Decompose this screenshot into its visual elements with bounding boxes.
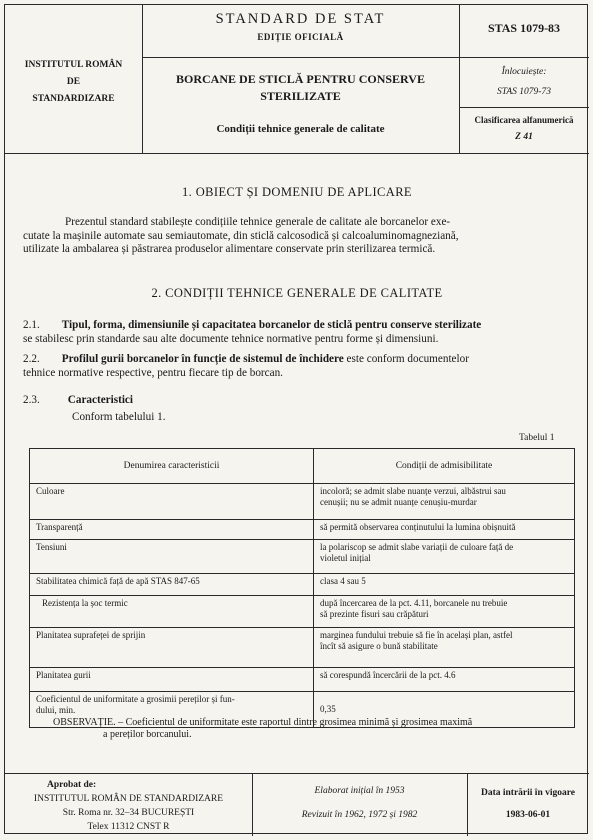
replaces-label: Înlocuiește: bbox=[501, 67, 547, 77]
characteristic-name: Culoare bbox=[30, 484, 314, 520]
characteristic-condition bbox=[314, 484, 575, 520]
section-1-line: cutate la mașinile automate sau semiautomate, din sticlă calcosodică și calcoaluminomagneziană, bbox=[23, 229, 459, 242]
paragraph-2-1-bold: Tipul, forma, dimensiunile și capacitatea borcanelor de sticlă pentru conserve sterilizate bbox=[61, 319, 482, 331]
condition-line: încît să asigure o bună stabilitate bbox=[320, 641, 438, 651]
paragraph-2-2-rest: este conform documentelor bbox=[346, 353, 469, 365]
effective-label: Data intrării în vigoare bbox=[480, 788, 576, 798]
section-1-heading: 1. OBIECT ȘI DOMENIU DE APLICARE bbox=[182, 185, 412, 199]
observation-text-2: a pereților borcanului. bbox=[103, 729, 192, 740]
characteristic-condition bbox=[314, 596, 575, 628]
condition-line: marginea fundului trebuie să fie în același plan, astfel bbox=[320, 630, 513, 640]
footer-block bbox=[5, 773, 589, 836]
characteristic-name: Rezistența la șoc termic bbox=[30, 596, 314, 628]
condition-line: cenușii; nu se admit nuanțe cenușiu-murdar bbox=[320, 497, 477, 507]
section-1-line: utilizate la ambalarea și păstrarea produselor alimentare conservate prin sterilizarea termică. bbox=[23, 243, 436, 255]
characteristic-condition bbox=[314, 520, 575, 540]
characteristic-condition bbox=[314, 668, 575, 692]
paragraph-2-1-line-2: se stabilesc prin standarde sau alte documente tehnice normative pentru forme și dimensiuni. bbox=[23, 332, 439, 345]
paragraph-2-3-title: Caracteristici bbox=[67, 394, 134, 406]
characteristic-name: Tensiuni bbox=[30, 540, 314, 574]
characteristic-name: Planitatea suprafeței de sprijin bbox=[30, 628, 314, 668]
table-row bbox=[30, 520, 575, 540]
condition-line: să corespundă încercării de la pct. 4.6 bbox=[320, 670, 456, 680]
section-2-heading: 2. CONDIȚII TEHNICE GENERALE DE CALITATE bbox=[151, 286, 443, 300]
table-header-cell: Denumirea caracteristicii bbox=[30, 449, 314, 484]
condition-line: clasa 4 sau 5 bbox=[320, 576, 366, 586]
paragraph-2-2-bold: Profilul gurii borcanelor în funcție de sistemul de închidere bbox=[61, 353, 344, 365]
approved-label: Aprobat de: bbox=[47, 780, 97, 790]
observation-note bbox=[53, 717, 583, 741]
table-row bbox=[30, 596, 575, 628]
condition-line: să prezinte fisuri sau crăpături bbox=[320, 609, 429, 619]
paragraph-2-3-text: Conform tabelului 1. bbox=[72, 410, 166, 423]
stas-code: STAS 1079-83 bbox=[487, 21, 561, 35]
address: Str. Roma nr. 32–34 BUCUREȘTI bbox=[62, 808, 195, 818]
paragraph-number: 2.2. bbox=[23, 353, 40, 365]
replaces-value: STAS 1079-73 bbox=[497, 87, 551, 97]
institute-line-2: DE bbox=[66, 77, 81, 87]
standard-page bbox=[4, 4, 588, 834]
standard-type: STANDARD DE STAT bbox=[215, 11, 386, 27]
institute-line-1: INSTITUTUL ROMÂN bbox=[24, 60, 123, 70]
section-1-line: Prezentul standard stabilește condițiile tehnice generale de calitate ale borcanelor exe- bbox=[65, 216, 451, 228]
characteristic-condition bbox=[314, 574, 575, 596]
characteristic-name: Stabilitatea chimică față de apă STAS 847-65 bbox=[30, 574, 314, 596]
paragraph-number: 2.3. bbox=[23, 394, 40, 406]
document-title-line-1: BORCANE DE STICLĂ PENTRU CONSERVE bbox=[176, 72, 425, 86]
document-subtitle: Condiții tehnice generale de calitate bbox=[216, 123, 385, 135]
table-row bbox=[30, 484, 575, 520]
section-1-paragraph bbox=[23, 216, 573, 257]
name-line: Coeficientul de uniformitate a grosimii pereților și fun- bbox=[36, 694, 235, 704]
observation-label: OBSERVAȚIE. bbox=[53, 717, 116, 728]
document-title-line-2: STERILIZATE bbox=[260, 89, 341, 103]
condition-line: să permită observarea conținutului la lumina obișnuită bbox=[320, 522, 516, 532]
table-header-row bbox=[30, 449, 575, 484]
table-row bbox=[30, 628, 575, 668]
characteristic-name: Planitatea gurii bbox=[30, 668, 314, 692]
institute-line-3: STANDARDIZARE bbox=[32, 94, 115, 104]
approved-org: INSTITUTUL ROMÂN DE STANDARDIZARE bbox=[33, 794, 224, 804]
condition-line: 0,35 bbox=[320, 704, 336, 714]
table-header-cell: Condiții de admisibilitate bbox=[314, 449, 575, 484]
paragraph-2-3 bbox=[23, 394, 583, 424]
name-line: dului, min. bbox=[36, 705, 76, 715]
characteristic-condition bbox=[314, 628, 575, 668]
paragraph-2-1 bbox=[23, 319, 583, 346]
paragraph-number: 2.1. bbox=[23, 319, 40, 331]
classification-value: Z 41 bbox=[515, 132, 533, 142]
effective-date: 1983-06-01 bbox=[505, 810, 551, 820]
paragraph-2-2-line-2: tehnice normative respective, pentru fiecare tip de borcan. bbox=[23, 366, 283, 379]
condition-line: la polariscop se admit slabe variații de culoare față de bbox=[320, 542, 514, 552]
characteristic-condition bbox=[314, 540, 575, 574]
characteristic-name: Transparență bbox=[30, 520, 314, 540]
characteristics-table bbox=[29, 448, 575, 728]
paragraph-2-2 bbox=[23, 353, 583, 380]
condition-line: violetul inițial bbox=[320, 553, 371, 563]
table-row bbox=[30, 540, 575, 574]
revised-text: Revizuit în 1962, 1972 și 1982 bbox=[301, 810, 418, 820]
telex: Telex 11312 CNST R bbox=[87, 822, 170, 832]
edition: EDIȚIE OFICIALĂ bbox=[257, 32, 344, 42]
table-label: Tabelul 1 bbox=[519, 433, 555, 443]
observation-text: – Coeficientul de uniformitate este raportul dintre grosimea minimă și grosimea maximă bbox=[118, 717, 473, 728]
elaborated-text: Elaborat inițial în 1953 bbox=[314, 786, 405, 796]
table-row bbox=[30, 668, 575, 692]
condition-line: după încercarea de la pct. 4.11, borcanele nu trebuie bbox=[320, 598, 508, 608]
condition-line: incoloră; se admit slabe nuanțe verzui, albăstrui sau bbox=[320, 486, 506, 496]
header-block bbox=[5, 5, 589, 154]
table-row bbox=[30, 574, 575, 596]
classification-label: Clasificarea alfanumerică bbox=[474, 115, 574, 125]
